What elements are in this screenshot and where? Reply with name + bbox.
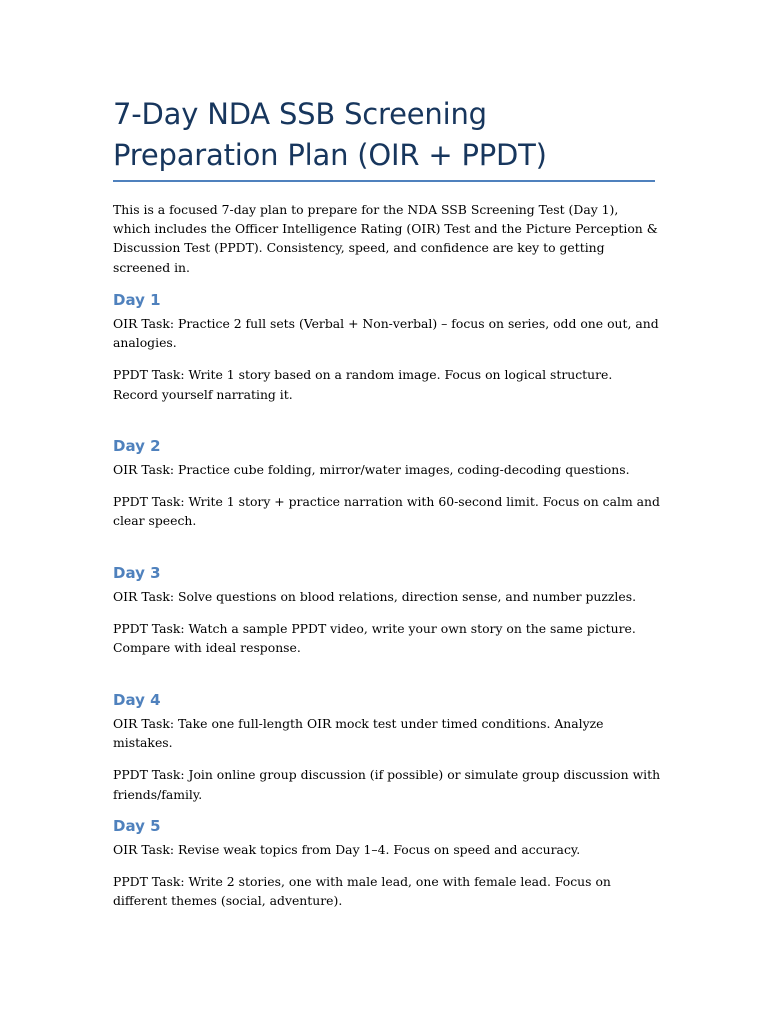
document-title: 7-Day NDA SSB Screening Preparation Plan (OIR + PPDT) [113,97,547,172]
title-underline [113,180,655,182]
ppdt-task: PPDT Task: Write 2 stories, one with male lead, one with female lead. Focus on different themes (social, adventure). [113,874,611,909]
oir-task: OIR Task: Take one full-length OIR mock test under timed conditions. Analyze mistakes. [113,716,604,751]
day-section-2 [113,436,661,544]
day-heading: Day 4 [113,691,161,709]
day-section-3 [113,563,661,671]
day-heading: Day 2 [113,437,161,455]
ppdt-task: PPDT Task: Write 1 story + practice narration with 60-second limit. Focus on calm and clear speech. [113,494,660,529]
day-heading: Day 1 [113,291,161,309]
ppdt-task: PPDT Task: Write 1 story based on a random image. Focus on logical structure. Record yourself narrating it. [113,367,613,402]
ppdt-task: PPDT Task: Join online group discussion (if possible) or simulate group discussion with friends/family. [113,767,661,802]
day-heading: Day 5 [113,817,161,835]
day-section-5 [113,816,661,924]
day-heading: Day 3 [113,564,161,582]
intro-paragraph: This is a focused 7-day plan to prepare for the NDA SSB Screening Test (Day 1), which includes the Officer Intelligence Rating (OIR) Test and the Picture Perception & Discussion Test (PPDT). Consistency, speed, and confidence are key to getting screened in. [113,202,658,275]
day-section-1 [113,290,661,417]
oir-task: OIR Task: Revise weak topics from Day 1–4. Focus on speed and accuracy. [113,842,581,857]
oir-task: OIR Task: Solve questions on blood relations, direction sense, and number puzzles. [113,589,637,604]
oir-task: OIR Task: Practice 2 full sets (Verbal + Non-verbal) – focus on series, odd one out, and analogies. [113,316,659,351]
oir-task: OIR Task: Practice cube folding, mirror/water images, coding-decoding questions. [113,462,630,477]
ppdt-task: PPDT Task: Watch a sample PPDT video, write your own story on the same picture. Compare with ideal response. [113,621,636,656]
day-section-4 [113,690,661,817]
